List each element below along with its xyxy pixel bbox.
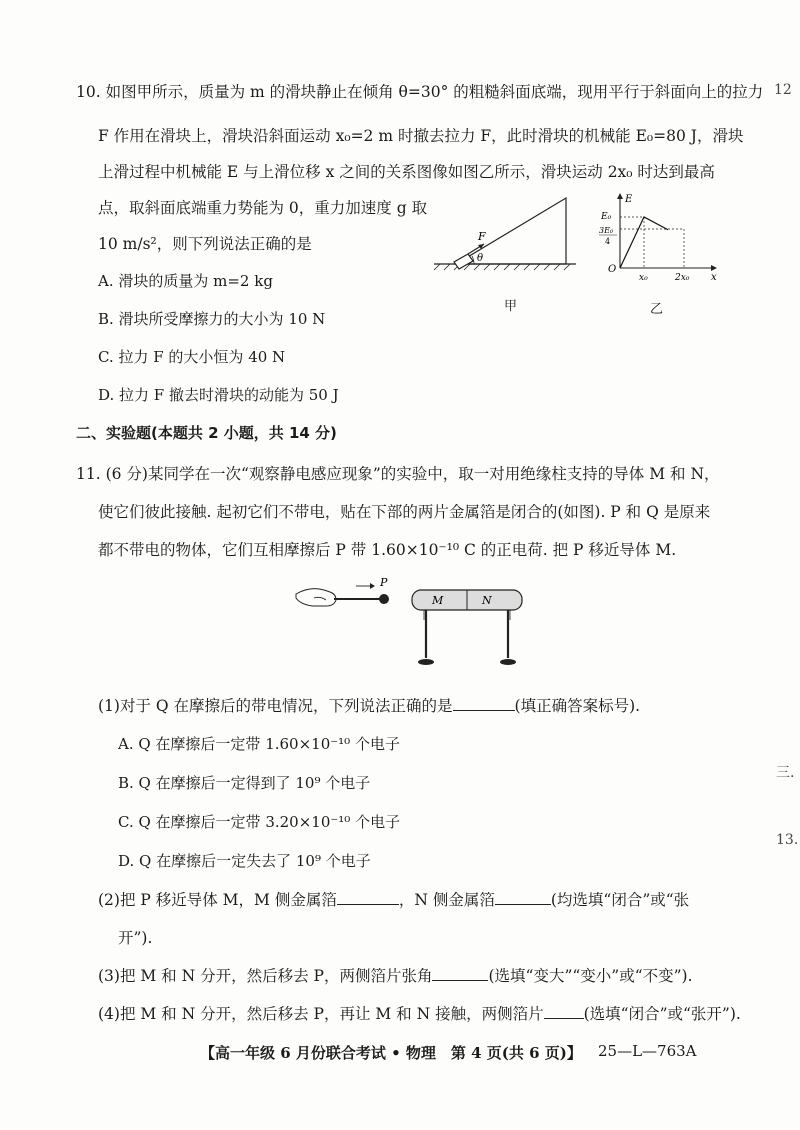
origin-label: O [608, 264, 617, 275]
section-2-title: 二、实验题(本题共 2 小题，共 14 分) [76, 424, 337, 442]
q11-sub4: (4)把 M 和 N 分开，然后移去 P，再让 M 和 N 接触，两侧箔片 (选填“闭合”或“张开”). [98, 1005, 741, 1023]
q10-option-a: A. 滑块的质量为 m=2 kg [98, 272, 273, 290]
answer-blank-2b[interactable] [495, 890, 551, 905]
charged-ball-p [379, 594, 389, 604]
incline-triangle [456, 198, 566, 264]
figure-jia-caption: 甲 [504, 299, 518, 314]
q11-sub2-cont: 开”). [118, 929, 153, 947]
footer-title: 【高一年级 6 月份联合考试 • 物理 第 4 页(共 6 页)】 [200, 1044, 582, 1062]
q11-sub2: (2)把 P 移近导体 M，M 侧金属箔 ，N 侧金属箔 (均选填“闭合”或“张 [98, 891, 690, 909]
margin-question-mark: 13. [776, 832, 799, 848]
angle-label: θ [477, 253, 484, 264]
q10-line-5: 10 m/s²，则下列说法正确的是 [98, 235, 312, 253]
margin-page-number: 12 [774, 82, 792, 98]
q10-option-b: B. 滑块所受摩擦力的大小为 10 N [98, 310, 326, 328]
q11-sub1-option-c: C. Q 在摩擦后一定带 3.20×10⁻¹⁰ 个电子 [118, 813, 401, 831]
footer-code: 25—L—763A [598, 1042, 697, 1060]
q10-option-d: D. 拉力 F 撤去时滑块的动能为 50 J [98, 386, 339, 404]
q11-sub1-option-a: A. Q 在摩擦后一定带 1.60×10⁻¹⁰ 个电子 [118, 735, 400, 753]
q11-line-3: 都不带电的物体，它们互相摩擦后 P 带 1.60×10⁻¹⁰ C 的正电荷. 把 P 移近导体 M. [98, 541, 677, 559]
q11-line-1: 11. (6 分)某同学在一次“观察静电感应现象”的实验中，取一对用绝缘柱支持的导体 M 和 N， [76, 465, 720, 483]
figure-yi-caption: 乙 [650, 302, 664, 317]
q10-line-4: 点，取斜面底端重力势能为 0，重力加速度 g 取 [98, 199, 428, 217]
y-tick-e0: E₀ [601, 212, 612, 222]
slider-block [454, 254, 473, 269]
label-m: M [432, 594, 444, 607]
y-axis-label: E [625, 194, 633, 205]
force-label: F [478, 230, 486, 243]
figure-yi-graph [584, 190, 724, 282]
q11-sub1: (1)对于 Q 在摩擦后的带电情况，下列说法正确的是 (填正确答案标号). [98, 697, 641, 715]
q10-line-3: 上滑过程中机械能 E 与上滑位移 x 之间的关系图像如图乙所示，滑块运动 2x₀ 时达到最高 [98, 163, 715, 181]
x-tick-x0: x₀ [639, 273, 648, 282]
q10-line-1: 10. 如图甲所示，质量为 m 的滑块静止在倾角 θ=30° 的粗糙斜面底端，现用平行于斜面向上的拉力 [76, 83, 764, 101]
q11-sub1-option-b: B. Q 在摩擦后一定得到了 10⁹ 个电子 [118, 774, 371, 792]
q11-sub1-option-d: D. Q 在摩擦后一定失去了 10⁹ 个电子 [118, 852, 371, 870]
label-p: P [380, 576, 388, 589]
answer-blank-3[interactable] [432, 966, 488, 981]
answer-blank-1[interactable] [453, 696, 515, 711]
q10-option-c: C. 拉力 F 的大小恒为 40 N [98, 348, 286, 366]
figure-induction [290, 572, 530, 672]
answer-blank-4[interactable] [544, 1004, 584, 1019]
q10-line-2: F 作用在滑块上，滑块沿斜面运动 x₀=2 m 时撤去拉力 F，此时滑块的机械能 E₀=80 J，滑块 [98, 127, 744, 145]
answer-blank-2a[interactable] [337, 890, 399, 905]
q11-line-2: 使它们彼此接触. 起初它们不带电，贴在下部的两片金属箔是闭合的(如图). P 和 Q 是原来 [98, 503, 711, 521]
y-tick-3e0: 3E₀ [599, 226, 614, 235]
q11-sub3: (3)把 M 和 N 分开，然后移去 P，两侧箔片张角 (选填“变大”“变小”或“不变”). [98, 967, 693, 985]
label-n: N [482, 594, 492, 607]
x-tick-2x0: 2x₀ [675, 273, 690, 282]
figure-jia-incline [430, 190, 580, 280]
margin-section-mark: 三. [776, 765, 795, 781]
x-axis-label: x [711, 272, 717, 282]
y-tick-4: 4 [605, 237, 611, 246]
